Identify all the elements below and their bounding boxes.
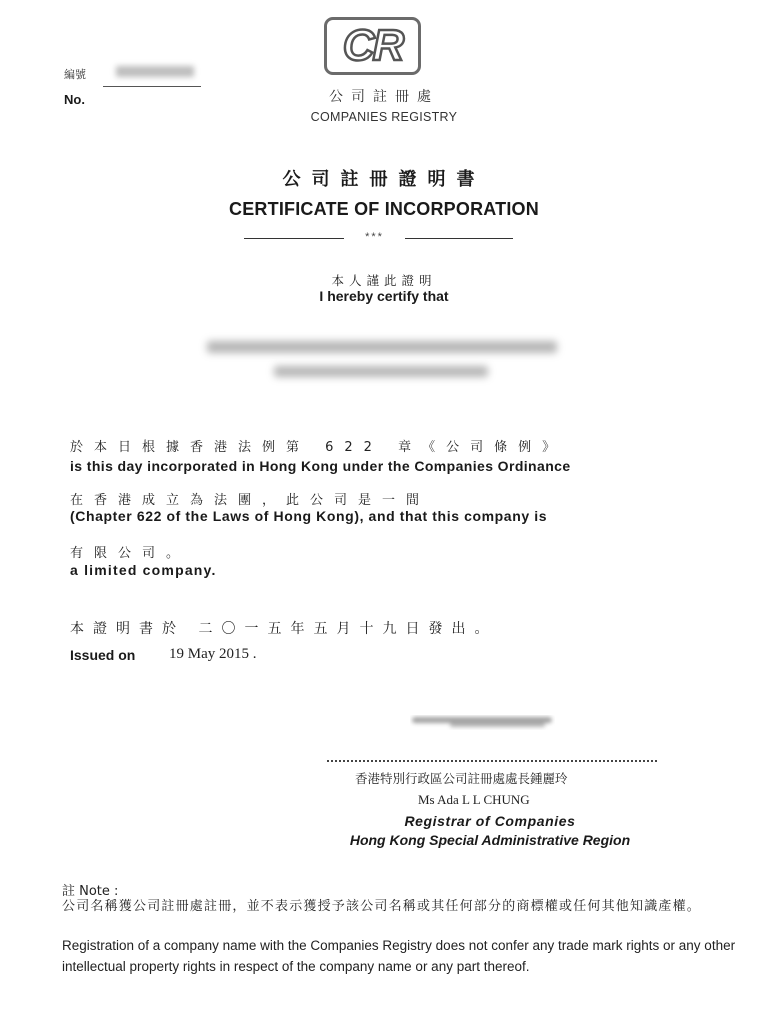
body-line-1-en: is this day incorporated in Hong Kong under the Companies Ordinance <box>70 458 571 474</box>
redacted-signature <box>410 715 555 730</box>
title-divider-left <box>244 238 344 239</box>
companies-registry-logo: CR <box>324 17 421 75</box>
note-text-cn: 公司名稱獲公司註冊處註冊，並不表示獲授予該公司名稱或其任何部分的商標權或任何其他知識產權。 <box>62 899 702 914</box>
redacted-company-name-en <box>274 366 488 377</box>
body-line-1-cn: 於本日根據香港法例第 622 章《公司條例》 <box>70 440 567 455</box>
number-label-en: No. <box>64 92 85 107</box>
registrar-region: Hong Kong Special Administrative Region <box>349 832 631 848</box>
registrar-role: Registrar of Companies <box>404 813 576 829</box>
note-text-en: Registration of a company name with the Companies Registry does not confer any trade mark rights or any other intellectual property rights in respect of the company name or any part thereof. <box>62 938 736 974</box>
certificate-title-en: CERTIFICATE OF INCORPORATION <box>229 199 539 219</box>
body-line-2-cn: 在香港成立為法團，此公司是一間 <box>70 493 431 508</box>
body-line-2-en: (Chapter 622 of the Laws of Hong Kong), and that this company is <box>70 508 548 524</box>
certify-text-en: I hereby certify that <box>319 288 449 304</box>
redacted-company-name-cn <box>207 341 557 353</box>
body-line-3-en: a limited company. <box>70 562 217 578</box>
registry-name-en: COMPANIES REGISTRY <box>310 110 458 124</box>
number-label-cn: 編號 <box>64 68 86 81</box>
signature-line <box>327 760 657 762</box>
issued-date-en: 19 May 2015 . <box>169 646 257 662</box>
certificate-title-cn: 公司註冊證明書 <box>282 169 486 190</box>
certify-text-cn: 本人謹此證明 <box>331 273 437 288</box>
body-line-3-cn: 有限公司。 <box>70 546 191 561</box>
registrar-name: Ms Ada L L CHUNG <box>418 792 530 807</box>
note-label: 註 Note : <box>62 884 119 899</box>
title-divider-right <box>405 238 513 239</box>
number-underline <box>103 86 201 87</box>
registrar-title-cn: 香港特別行政區公司註冊處處長鍾麗玲 <box>355 771 568 786</box>
redacted-certificate-number <box>116 66 194 77</box>
issued-on-label: Issued on <box>70 647 136 663</box>
title-ornament: *** <box>365 231 384 243</box>
issued-date-cn: 本證明書於 二〇一五年五月十九日發出。 <box>70 621 498 637</box>
registry-name-cn: 公司註冊處 <box>329 89 439 105</box>
